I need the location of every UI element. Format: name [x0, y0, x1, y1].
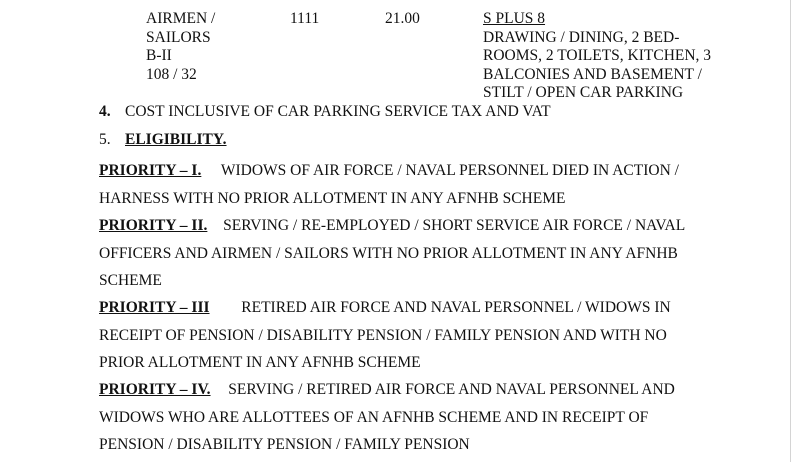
priority-line	[99, 294, 721, 322]
category-line: B-II	[146, 47, 172, 64]
priority-label: PRIORITY – III	[99, 299, 210, 316]
category-cell	[146, 10, 215, 84]
category-line: AIRMEN /	[146, 10, 216, 27]
cost-value: 21.00	[385, 10, 420, 27]
priority-line	[99, 157, 721, 185]
type-cell	[483, 10, 723, 103]
type-line: BALCONIES AND BASEMENT /	[483, 65, 702, 83]
category-line: 108 / 32	[146, 65, 197, 83]
priority-text: WIDOWS WHO ARE ALLOTTEES OF AN AFNHB SCHEME AND IN RECEIPT OF	[99, 408, 649, 426]
item-5	[99, 131, 227, 149]
priority-label: PRIORITY – II.	[99, 217, 208, 234]
priority-text: SERVING / RE-EMPLOYED / SHORT SERVICE AIR FORCE / NAVAL	[223, 217, 686, 234]
priority-3-paragraph	[99, 294, 721, 377]
priority-text: OFFICERS AND AIRMEN / SAILORS WITH NO PRIOR ALLOTMENT IN ANY AFNHB	[99, 244, 678, 262]
priority-text: HARNESS WITH NO PRIOR ALLOTMENT IN ANY AFNHB SCHEME	[99, 189, 566, 207]
item-4	[99, 103, 551, 121]
type-heading: S PLUS 8	[483, 10, 546, 27]
area-cell	[290, 10, 319, 29]
priority-line	[99, 212, 721, 240]
priority-text: SERVING / RETIRED AIR FORCE AND NAVAL PERSONNEL AND	[228, 381, 675, 398]
cost-cell	[385, 10, 420, 29]
priority-text: WIDOWS OF AIR FORCE / NAVAL PERSONNEL DIED IN ACTION /	[220, 162, 679, 179]
item-text: COST INCLUSIVE OF CAR PARKING SERVICE TAX AND VAT	[125, 103, 551, 120]
priority-text: RECEIPT OF PENSION / DISABILITY PENSION / FAMILY PENSION AND WITH NO	[99, 326, 667, 344]
item-number: 5.	[99, 131, 111, 148]
priority-line	[99, 376, 721, 404]
priority-label: PRIORITY – I.	[99, 162, 202, 179]
area-value: 1111	[290, 10, 320, 27]
page-edge	[790, 0, 804, 462]
priority-text: PENSION / DISABILITY PENSION / FAMILY PENSION	[99, 436, 470, 453]
category-line: SAILORS	[146, 28, 211, 46]
type-line: ROOMS, 2 TOILETS, KITCHEN, 3	[483, 47, 712, 64]
priority-text: RETIRED AIR FORCE AND NAVAL PERSONNEL / WIDOWS IN	[241, 299, 671, 316]
priority-4-paragraph	[99, 376, 721, 459]
eligibility-heading: ELIGIBILITY.	[125, 131, 227, 148]
type-line: STILT / OPEN CAR PARKING	[483, 84, 684, 101]
priority-text: PRIOR ALLOTMENT IN ANY AFNHB SCHEME	[99, 354, 421, 371]
dwelling-table-row	[0, 10, 790, 102]
type-line: DRAWING / DINING, 2 BED-	[483, 28, 680, 46]
priority-1-paragraph	[99, 157, 721, 212]
item-number: 4.	[99, 103, 111, 120]
priority-text: SCHEME	[99, 272, 162, 289]
priority-2-paragraph	[99, 212, 721, 295]
priority-label: PRIORITY – IV.	[99, 381, 211, 398]
